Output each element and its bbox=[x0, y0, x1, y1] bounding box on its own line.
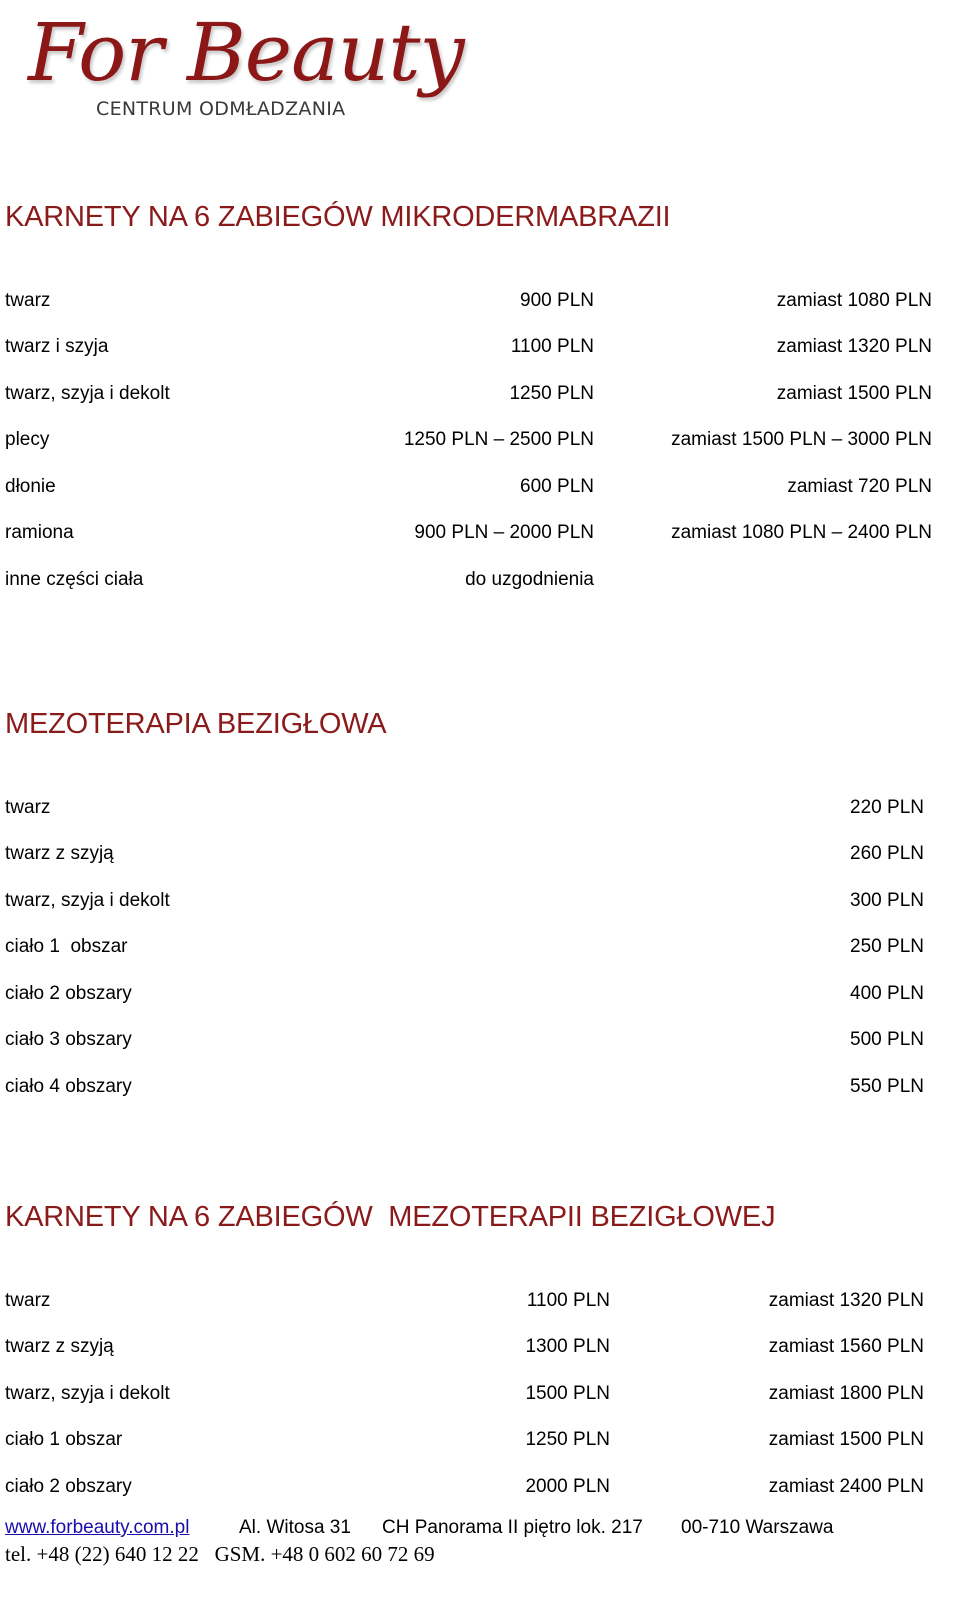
package-price: 1250 PLN bbox=[509, 383, 594, 404]
price-row bbox=[0, 1076, 960, 1102]
price-row bbox=[0, 1290, 960, 1316]
treatment-name: twarz z szyją bbox=[5, 1336, 114, 1357]
treatment-name: ciało 1 obszar bbox=[5, 1429, 123, 1450]
price-row bbox=[0, 1336, 960, 1362]
price-row bbox=[0, 1029, 960, 1055]
treatment-name: ramiona bbox=[5, 522, 74, 543]
regular-price: zamiast 1080 PLN – 2400 PLN bbox=[671, 522, 932, 543]
package-price: 900 PLN – 2000 PLN bbox=[414, 522, 594, 543]
price-row bbox=[0, 1429, 960, 1455]
price-row bbox=[0, 890, 960, 916]
regular-price: zamiast 1800 PLN bbox=[768, 1383, 924, 1404]
logo-script-text: For Beauty bbox=[28, 6, 464, 99]
treatment-price: 260 PLN bbox=[850, 843, 924, 864]
treatment-name: plecy bbox=[5, 429, 50, 450]
footer-phones: tel. +48 (22) 640 12 22 GSM. +48 0 602 60 72 69 bbox=[5, 1542, 435, 1566]
price-row bbox=[0, 843, 960, 869]
package-price: 1250 PLN bbox=[525, 1429, 610, 1450]
regular-price: zamiast 1080 PLN bbox=[776, 290, 932, 311]
price-row bbox=[0, 983, 960, 1009]
price-row bbox=[0, 476, 960, 502]
treatment-name: ciało 2 obszary bbox=[5, 983, 132, 1004]
regular-price: zamiast 1320 PLN bbox=[776, 336, 932, 357]
price-row bbox=[0, 569, 960, 595]
treatment-name: ciało 4 obszary bbox=[5, 1076, 132, 1097]
treatment-price: 300 PLN bbox=[850, 890, 924, 911]
regular-price: zamiast 1500 PLN bbox=[776, 383, 932, 404]
package-price: 1300 PLN bbox=[525, 1336, 610, 1357]
package-price: 900 PLN bbox=[520, 290, 594, 311]
package-price: 2000 PLN bbox=[525, 1476, 610, 1497]
price-row bbox=[0, 522, 960, 548]
price-row bbox=[0, 797, 960, 823]
treatment-name: twarz, szyja i dekolt bbox=[5, 890, 170, 911]
treatment-name: twarz i szyja bbox=[5, 336, 109, 357]
footer-street: Al. Witosa 31 bbox=[239, 1517, 351, 1538]
price-row bbox=[0, 336, 960, 362]
package-price: 600 PLN bbox=[520, 476, 594, 497]
section-title-mezoterapia: MEZOTERAPIA BEZIGŁOWA bbox=[5, 708, 387, 740]
treatment-name: inne części ciała bbox=[5, 569, 144, 590]
treatment-price: 220 PLN bbox=[850, 797, 924, 818]
for-beauty-logo bbox=[18, 6, 464, 126]
treatment-price: 400 PLN bbox=[850, 983, 924, 1004]
regular-price: zamiast 1320 PLN bbox=[768, 1290, 924, 1311]
price-row bbox=[0, 1383, 960, 1409]
section-title-karnety-mezoterapii: KARNETY NA 6 ZABIEGÓW MEZOTERAPII BEZIGŁOWEJ bbox=[5, 1201, 776, 1233]
treatment-name: dłonie bbox=[5, 476, 56, 497]
section-title-mikrodermabrazja: KARNETY NA 6 ZABIEGÓW MIKRODERMABRAZII bbox=[5, 201, 671, 233]
website-link[interactable]: www.forbeauty.com.pl bbox=[5, 1517, 190, 1538]
footer-postal: 00-710 Warszawa bbox=[681, 1517, 834, 1538]
package-price: 1100 PLN bbox=[510, 336, 594, 357]
treatment-name: twarz bbox=[5, 290, 51, 311]
treatment-price: 500 PLN bbox=[850, 1029, 924, 1050]
treatment-name: ciało 1 obszar bbox=[5, 936, 128, 957]
treatment-name: twarz bbox=[5, 1290, 51, 1311]
treatment-price: 250 PLN bbox=[850, 936, 924, 957]
treatment-name: twarz bbox=[5, 797, 51, 818]
regular-price: zamiast 1500 PLN bbox=[768, 1429, 924, 1450]
price-row bbox=[0, 936, 960, 962]
treatment-name: twarz z szyją bbox=[5, 843, 114, 864]
treatment-name: ciało 2 obszary bbox=[5, 1476, 132, 1497]
regular-price: zamiast 2400 PLN bbox=[768, 1476, 924, 1497]
regular-price: zamiast 1560 PLN bbox=[768, 1336, 924, 1357]
price-row bbox=[0, 383, 960, 409]
footer-location: CH Panorama II piętro lok. 217 bbox=[382, 1517, 643, 1538]
treatment-name: twarz, szyja i dekolt bbox=[5, 1383, 170, 1404]
package-price: do uzgodnienia bbox=[465, 569, 594, 590]
package-price: 1500 PLN bbox=[525, 1383, 610, 1404]
regular-price: zamiast 1500 PLN – 3000 PLN bbox=[671, 429, 932, 450]
regular-price: zamiast 720 PLN bbox=[787, 476, 932, 497]
package-price: 1250 PLN – 2500 PLN bbox=[403, 429, 594, 450]
treatment-price: 550 PLN bbox=[850, 1076, 924, 1097]
logo-subtitle: CENTRUM ODMŁADZANIA bbox=[96, 98, 346, 120]
treatment-name: twarz, szyja i dekolt bbox=[5, 383, 170, 404]
price-row bbox=[0, 290, 960, 316]
price-row bbox=[0, 1476, 960, 1502]
package-price: 1100 PLN bbox=[526, 1290, 610, 1311]
price-row bbox=[0, 429, 960, 455]
treatment-name: ciało 3 obszary bbox=[5, 1029, 132, 1050]
